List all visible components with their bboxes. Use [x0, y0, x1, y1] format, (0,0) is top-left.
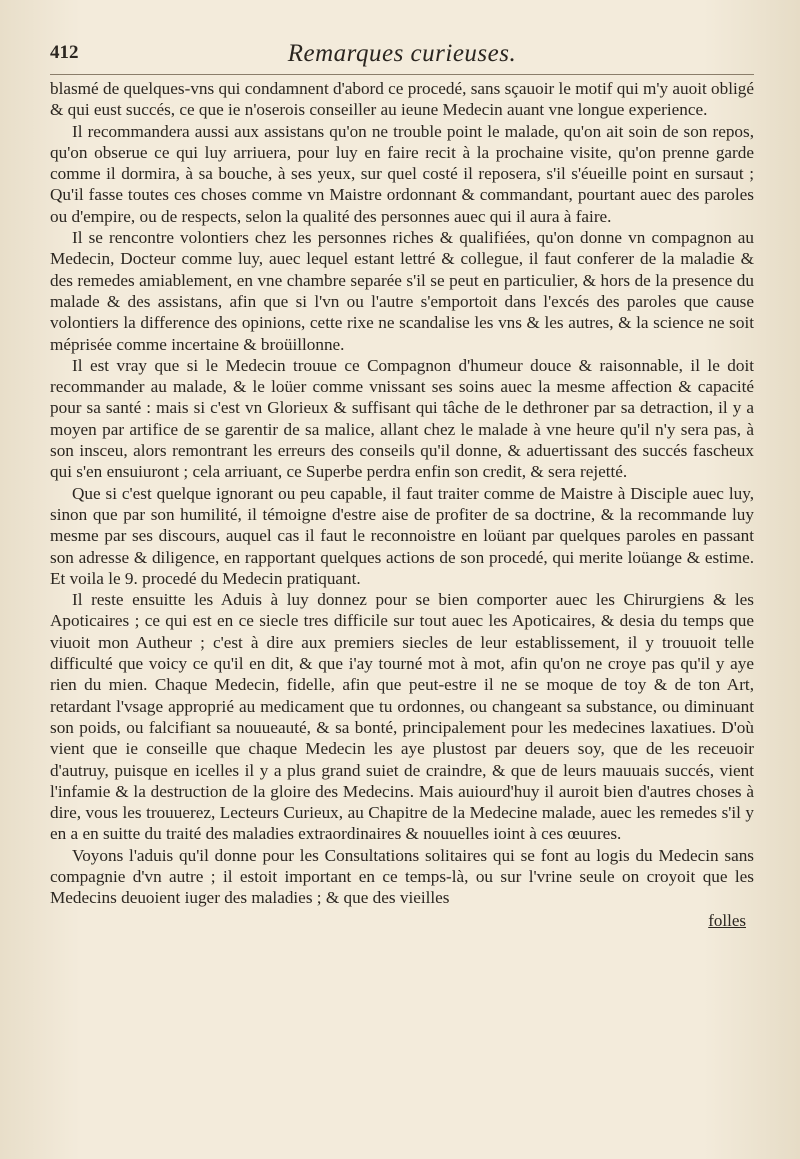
paragraph: Il est vray que si le Medecin trouue ce Compagnon d'humeur douce & raisonnable, il le doit recommander au malade, & le loüer comme vnissant ses soins auec la mesme affection & capacité pour sa santé : mais si c'est vn Glorieux & suffisant qui tâche de le dethroner par sa detraction, il y a moyen par artifice de se garentir de sa malice, allant chez le malade à vne heure qu'il n'y sera pas, à son insceu, alors remontrant les erreurs des conseils qu'il donne, & aduertissant des succés fascheux qui s'en ensuiuront ; cela arriuant, ce Superbe perdra enfin son credit, & sera rejetté. — [50, 355, 754, 482]
paragraph: Il recommandera aussi aux assistans qu'on ne trouble point le malade, qu'on ait soin de son repos, qu'on obserue ce qui luy arriuera, pour luy en faire recit à la prochaine visite, qu'on prenne garde comme il dormira, à sa bouche, à ses yeux, sur quel costé il reposera, s'il s'éueille point en sursaut ; Qu'il fasse toutes ces choses comme vn Maistre ordonnant & commandant, pourtant auec des paroles ou d'empire, ou de respects, selon la qualité des personnes auec qui il aura à faire. — [50, 121, 754, 226]
paragraph: Il reste ensuitte les Aduis à luy donnez pour se bien comporter auec les Chirurgiens & les Apoticaires ; ce qui est en ce siecle tres difficile sur tout auec les Apoticaires, & desia du temps que viuoit mon Autheur ; c'est à dire aux premiers siecles de leur establissement, il y trouuoit telle difficulté que voicy ce qu'il en dit, & que i'ay tourné mot à mot, afin qu'on ne croye pas qu'il y aye rien du mien. Chaque Medecin, fidelle, afin que peut-estre il ne se moque de toy & de ton Art, retardant l'vsage approprié au medicament que tu ordonnes, ou changeant sa substance, ou diminuant son poids, ou falcifiant sa nouueauté, & sa bonté, principalement pour les medecines laxatiues. D'où vient que ie conseille que chaque Medecin les aye plustost par deuers soy, que de les receuoir d'autruy, puisque en icelles il y a plus grand suiet de craindre, & que de leurs mauuais succés, vient l'infamie & la destruction de la gloire des Medecins. Mais auiourd'huy il auroit bien d'autres choses à dire, vous les trouuerez, Lecteurs Curieux, au Chapitre de la Medecine malade, auec les remedes s'il y en a en suitte du traité des maladies extraordinaires & nouuelles ioint à ces œuures. — [50, 590, 754, 844]
paragraph: Voyons l'aduis qu'il donne pour les Consultations solitaires qui se font au logis du Medecin sans compagnie d'vn autre ; il estoit important en ce temps-là, ou sur l'vrine seule on croyoit que les Medecins deuoient iuger des maladies ; & que des vieilles — [50, 845, 754, 908]
page-number: 412 — [50, 42, 79, 63]
paragraph: blasmé de quelques-vns qui condamnent d'abord ce procedé, sans sçauoir le motif qui m'y auoit obligé & qui eust succés, ce que ie n'oserois conseiller au ieune Medecin auant vne longue experience. — [50, 79, 755, 120]
catchword: folles — [708, 910, 746, 930]
paragraph: Que si c'est quelque ignorant ou peu capable, il faut traiter comme de Maistre à Disciple auec luy, sinon que par son humilité, il témoigne d'estre aise de profiter de sa doctrine, & la recommande luy mesme par ses discours, auquel cas il faut le reconnoistre en loüant par quelques paroles en passant son adresse & diligence, en rapportant quelques actions de son procedé, qui merite loüange & estime. Et voila le 9. procedé du Medecin pratiquant. — [50, 483, 754, 588]
page-header — [50, 40, 754, 75]
body-text — [50, 78, 754, 909]
running-head: Remarques curieuses. — [287, 40, 517, 67]
paragraph: Il se rencontre volontiers chez les personnes riches & qualifiées, qu'on donne vn compagnon au Medecin, Docteur comme luy, auec lequel estant lettré & collegue, il faut conferer de la maladie & des remedes amiablement, en vne chambre separée s'il se peut en particulier, & hors de la presence du malade & des assistans, afin que si l'vn ou l'autre s'emportoit dans l'excés des paroles que cause volontiers la difference des opinions, cette rixe ne scandalise les vns & les autres, & la science ne soit méprisée comme incertaine & broüillonne. — [50, 228, 754, 354]
